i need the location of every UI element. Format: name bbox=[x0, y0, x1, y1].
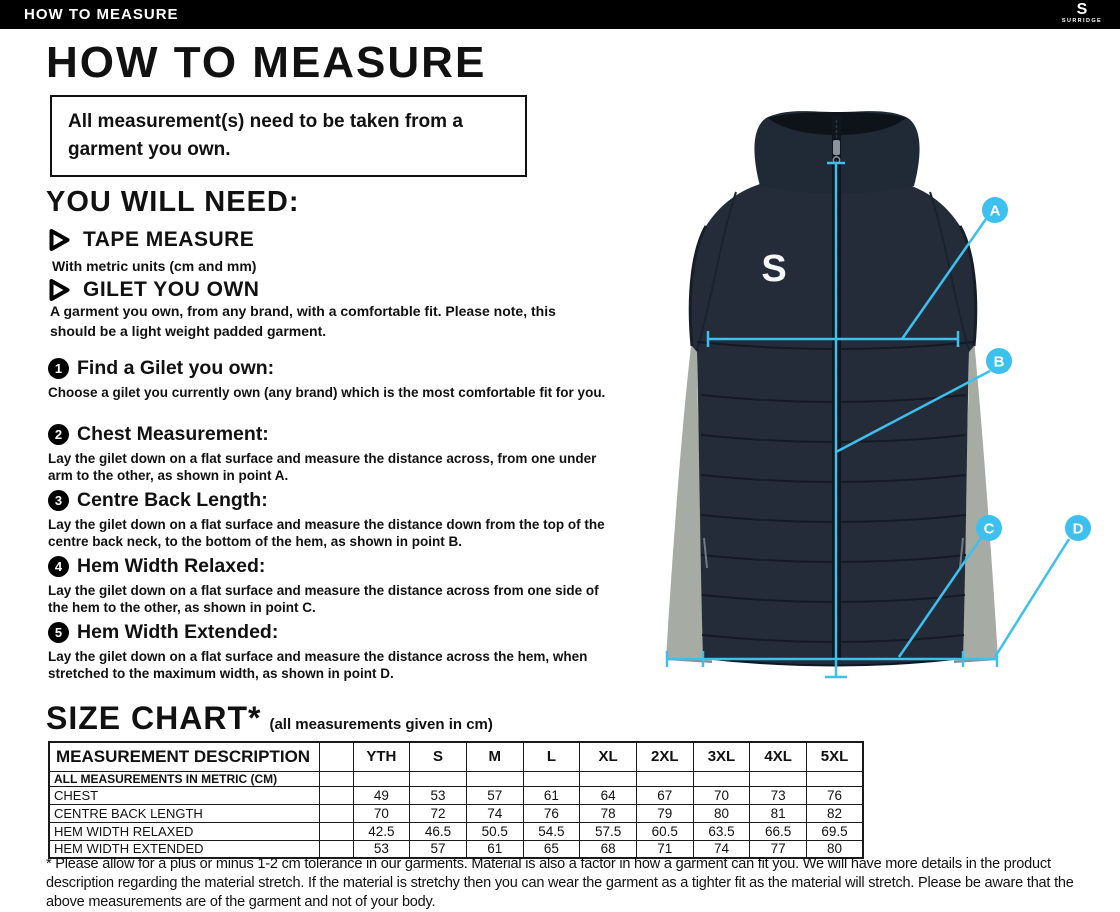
step-1-heading bbox=[48, 357, 274, 380]
svg-text:C: C bbox=[983, 520, 995, 538]
cell-value: 82 bbox=[807, 804, 864, 822]
triangle-bullet-icon bbox=[48, 228, 71, 252]
cell-value: 42.5 bbox=[353, 822, 410, 840]
need-item-gilet bbox=[48, 278, 259, 302]
notice-box: All measurement(s) need to be taken from a garment you own. bbox=[50, 95, 527, 177]
cell-value: 72 bbox=[410, 804, 467, 822]
cell-value: 46.5 bbox=[410, 822, 467, 840]
need-item-title: GILET YOU OWN bbox=[83, 278, 260, 301]
cell-value: 57 bbox=[466, 786, 523, 804]
measurement-point-markers bbox=[976, 197, 1091, 541]
step-3-desc: Lay the gilet down on a flat surface and measure the distance down from the top of the centre back neck, to the bottom of the hem, as shown in point B. bbox=[48, 517, 605, 549]
cell-value: 53 bbox=[410, 786, 467, 804]
column-header: S bbox=[410, 742, 467, 771]
cell-value: 67 bbox=[636, 786, 693, 804]
step-title: Centre Back Length: bbox=[77, 489, 268, 511]
size-chart-table bbox=[48, 741, 864, 859]
column-header: 3XL bbox=[693, 742, 750, 771]
svg-text:D: D bbox=[1072, 520, 1084, 538]
table-row-hem-width-relaxed bbox=[49, 822, 863, 840]
svg-text:A: A bbox=[989, 202, 1001, 220]
surridge-s-icon: S bbox=[1076, 1, 1088, 18]
row-label: HEM WIDTH EXTENDED bbox=[49, 840, 319, 858]
step-title: Find a Gilet you own: bbox=[77, 357, 275, 379]
step-number-badge: 3 bbox=[48, 490, 69, 511]
cell-value: 50.5 bbox=[466, 822, 523, 840]
cell-value: 68 bbox=[580, 840, 637, 858]
column-header: 2XL bbox=[636, 742, 693, 771]
step-4-desc: Lay the gilet down on a flat surface and measure the distance across from one side of the hem to the other, as shown in point C. bbox=[48, 583, 599, 615]
step-5-heading bbox=[48, 621, 278, 644]
metric-note: ALL MEASUREMENTS IN METRIC (CM) bbox=[49, 771, 319, 786]
need-item-title: TAPE MEASURE bbox=[83, 228, 255, 251]
row-label: CHEST bbox=[49, 786, 319, 804]
svg-text:B: B bbox=[993, 353, 1005, 371]
step-5-desc: Lay the gilet down on a flat surface and measure the distance across the hem, when stretched to the maximum width, as shown in point D. bbox=[48, 649, 588, 681]
step-1-desc: Choose a gilet you currently own (any brand) which is the most comfortable fit for you. bbox=[48, 385, 606, 400]
column-header: YTH bbox=[353, 742, 410, 771]
table-row-centre-back-length bbox=[49, 804, 863, 822]
need-item-tape-measure bbox=[48, 228, 254, 252]
cell-value: 78 bbox=[580, 804, 637, 822]
cell-value: 73 bbox=[750, 786, 807, 804]
page-title: HOW TO MEASURE bbox=[46, 38, 487, 87]
cell-value: 49 bbox=[353, 786, 410, 804]
cell-value: 65 bbox=[523, 840, 580, 858]
step-3-heading bbox=[48, 489, 268, 512]
step-4-heading bbox=[48, 555, 265, 578]
cell-value: 80 bbox=[693, 804, 750, 822]
surridge-wordmark: SURRIDGE bbox=[1061, 18, 1103, 24]
step-2-heading bbox=[48, 423, 269, 446]
column-header: MEASUREMENT DESCRIPTION bbox=[49, 742, 319, 771]
cell-value: 74 bbox=[466, 804, 523, 822]
step-number-badge: 4 bbox=[48, 556, 69, 577]
column-header: L bbox=[523, 742, 580, 771]
row-label: CENTRE BACK LENGTH bbox=[49, 804, 319, 822]
size-chart-title: SIZE CHART* bbox=[46, 700, 262, 736]
size-chart-heading bbox=[46, 700, 493, 737]
cell-value: 61 bbox=[523, 786, 580, 804]
cell-value: 64 bbox=[580, 786, 637, 804]
pointer-d bbox=[995, 539, 1069, 657]
cell-value: 53 bbox=[353, 840, 410, 858]
step-title: Chest Measurement: bbox=[77, 423, 269, 445]
cell-value: 63.5 bbox=[693, 822, 750, 840]
cell-value: 57.5 bbox=[580, 822, 637, 840]
top-bar-title: HOW TO MEASURE bbox=[24, 6, 179, 23]
column-header: 4XL bbox=[750, 742, 807, 771]
cell-value: 74 bbox=[693, 840, 750, 858]
cell-value: 81 bbox=[750, 804, 807, 822]
step-number-badge: 2 bbox=[48, 424, 69, 445]
column-header: XL bbox=[580, 742, 637, 771]
step-number-badge: 1 bbox=[48, 358, 69, 379]
cell-value: 76 bbox=[523, 804, 580, 822]
cell-value: 76 bbox=[807, 786, 864, 804]
size-chart-subtitle: (all measurements given in cm) bbox=[269, 716, 493, 733]
row-label: HEM WIDTH RELAXED bbox=[49, 822, 319, 840]
column-header: M bbox=[466, 742, 523, 771]
cell-value: 57 bbox=[410, 840, 467, 858]
surridge-logo bbox=[1054, 1, 1110, 25]
cell-value: 54.5 bbox=[523, 822, 580, 840]
cell-value: 77 bbox=[750, 840, 807, 858]
cell-value: 69.5 bbox=[807, 822, 864, 840]
need-item-desc: A garment you own, from any brand, with a comfortable fit. Please note, this should be a light weight padded garment. bbox=[50, 303, 556, 339]
you-will-need-heading: YOU WILL NEED: bbox=[46, 186, 300, 218]
step-2-desc: Lay the gilet down on a flat surface and measure the distance across, from one under arm to the other, as shown in point A. bbox=[48, 451, 597, 483]
column-header-blank bbox=[319, 742, 353, 771]
column-header: 5XL bbox=[807, 742, 864, 771]
cell-value: 71 bbox=[636, 840, 693, 858]
top-bar bbox=[0, 0, 1120, 29]
step-title: Hem Width Extended: bbox=[77, 621, 279, 643]
garment-logo-s: S bbox=[761, 248, 787, 290]
cell-value: 70 bbox=[353, 804, 410, 822]
cell-value: 70 bbox=[693, 786, 750, 804]
cell-value: 60.5 bbox=[636, 822, 693, 840]
cell-value: 79 bbox=[636, 804, 693, 822]
size-chart-header-row bbox=[49, 742, 863, 771]
gilet-diagram bbox=[640, 100, 1115, 710]
tolerance-footnote: * Please allow for a plus or minus 1-2 cm tolerance in our garments. Material is also a factor in how a garment can fit you. We will have more details in the product description regarding the material stretch. If the material is stretchy then you can wear the garment as a tighter fit as the material will stretch. Please be aware that the above measurements are of the garment and not of your body. bbox=[46, 856, 1074, 910]
triangle-bullet-icon bbox=[48, 278, 71, 302]
cell-value: 61 bbox=[466, 840, 523, 858]
cell-value: 80 bbox=[807, 840, 864, 858]
need-item-desc: With metric units (cm and mm) bbox=[52, 258, 257, 274]
table-row-chest bbox=[49, 786, 863, 804]
step-number-badge: 5 bbox=[48, 622, 69, 643]
metric-note-row bbox=[49, 771, 863, 786]
cell-value: 66.5 bbox=[750, 822, 807, 840]
step-title: Hem Width Relaxed: bbox=[77, 555, 266, 577]
